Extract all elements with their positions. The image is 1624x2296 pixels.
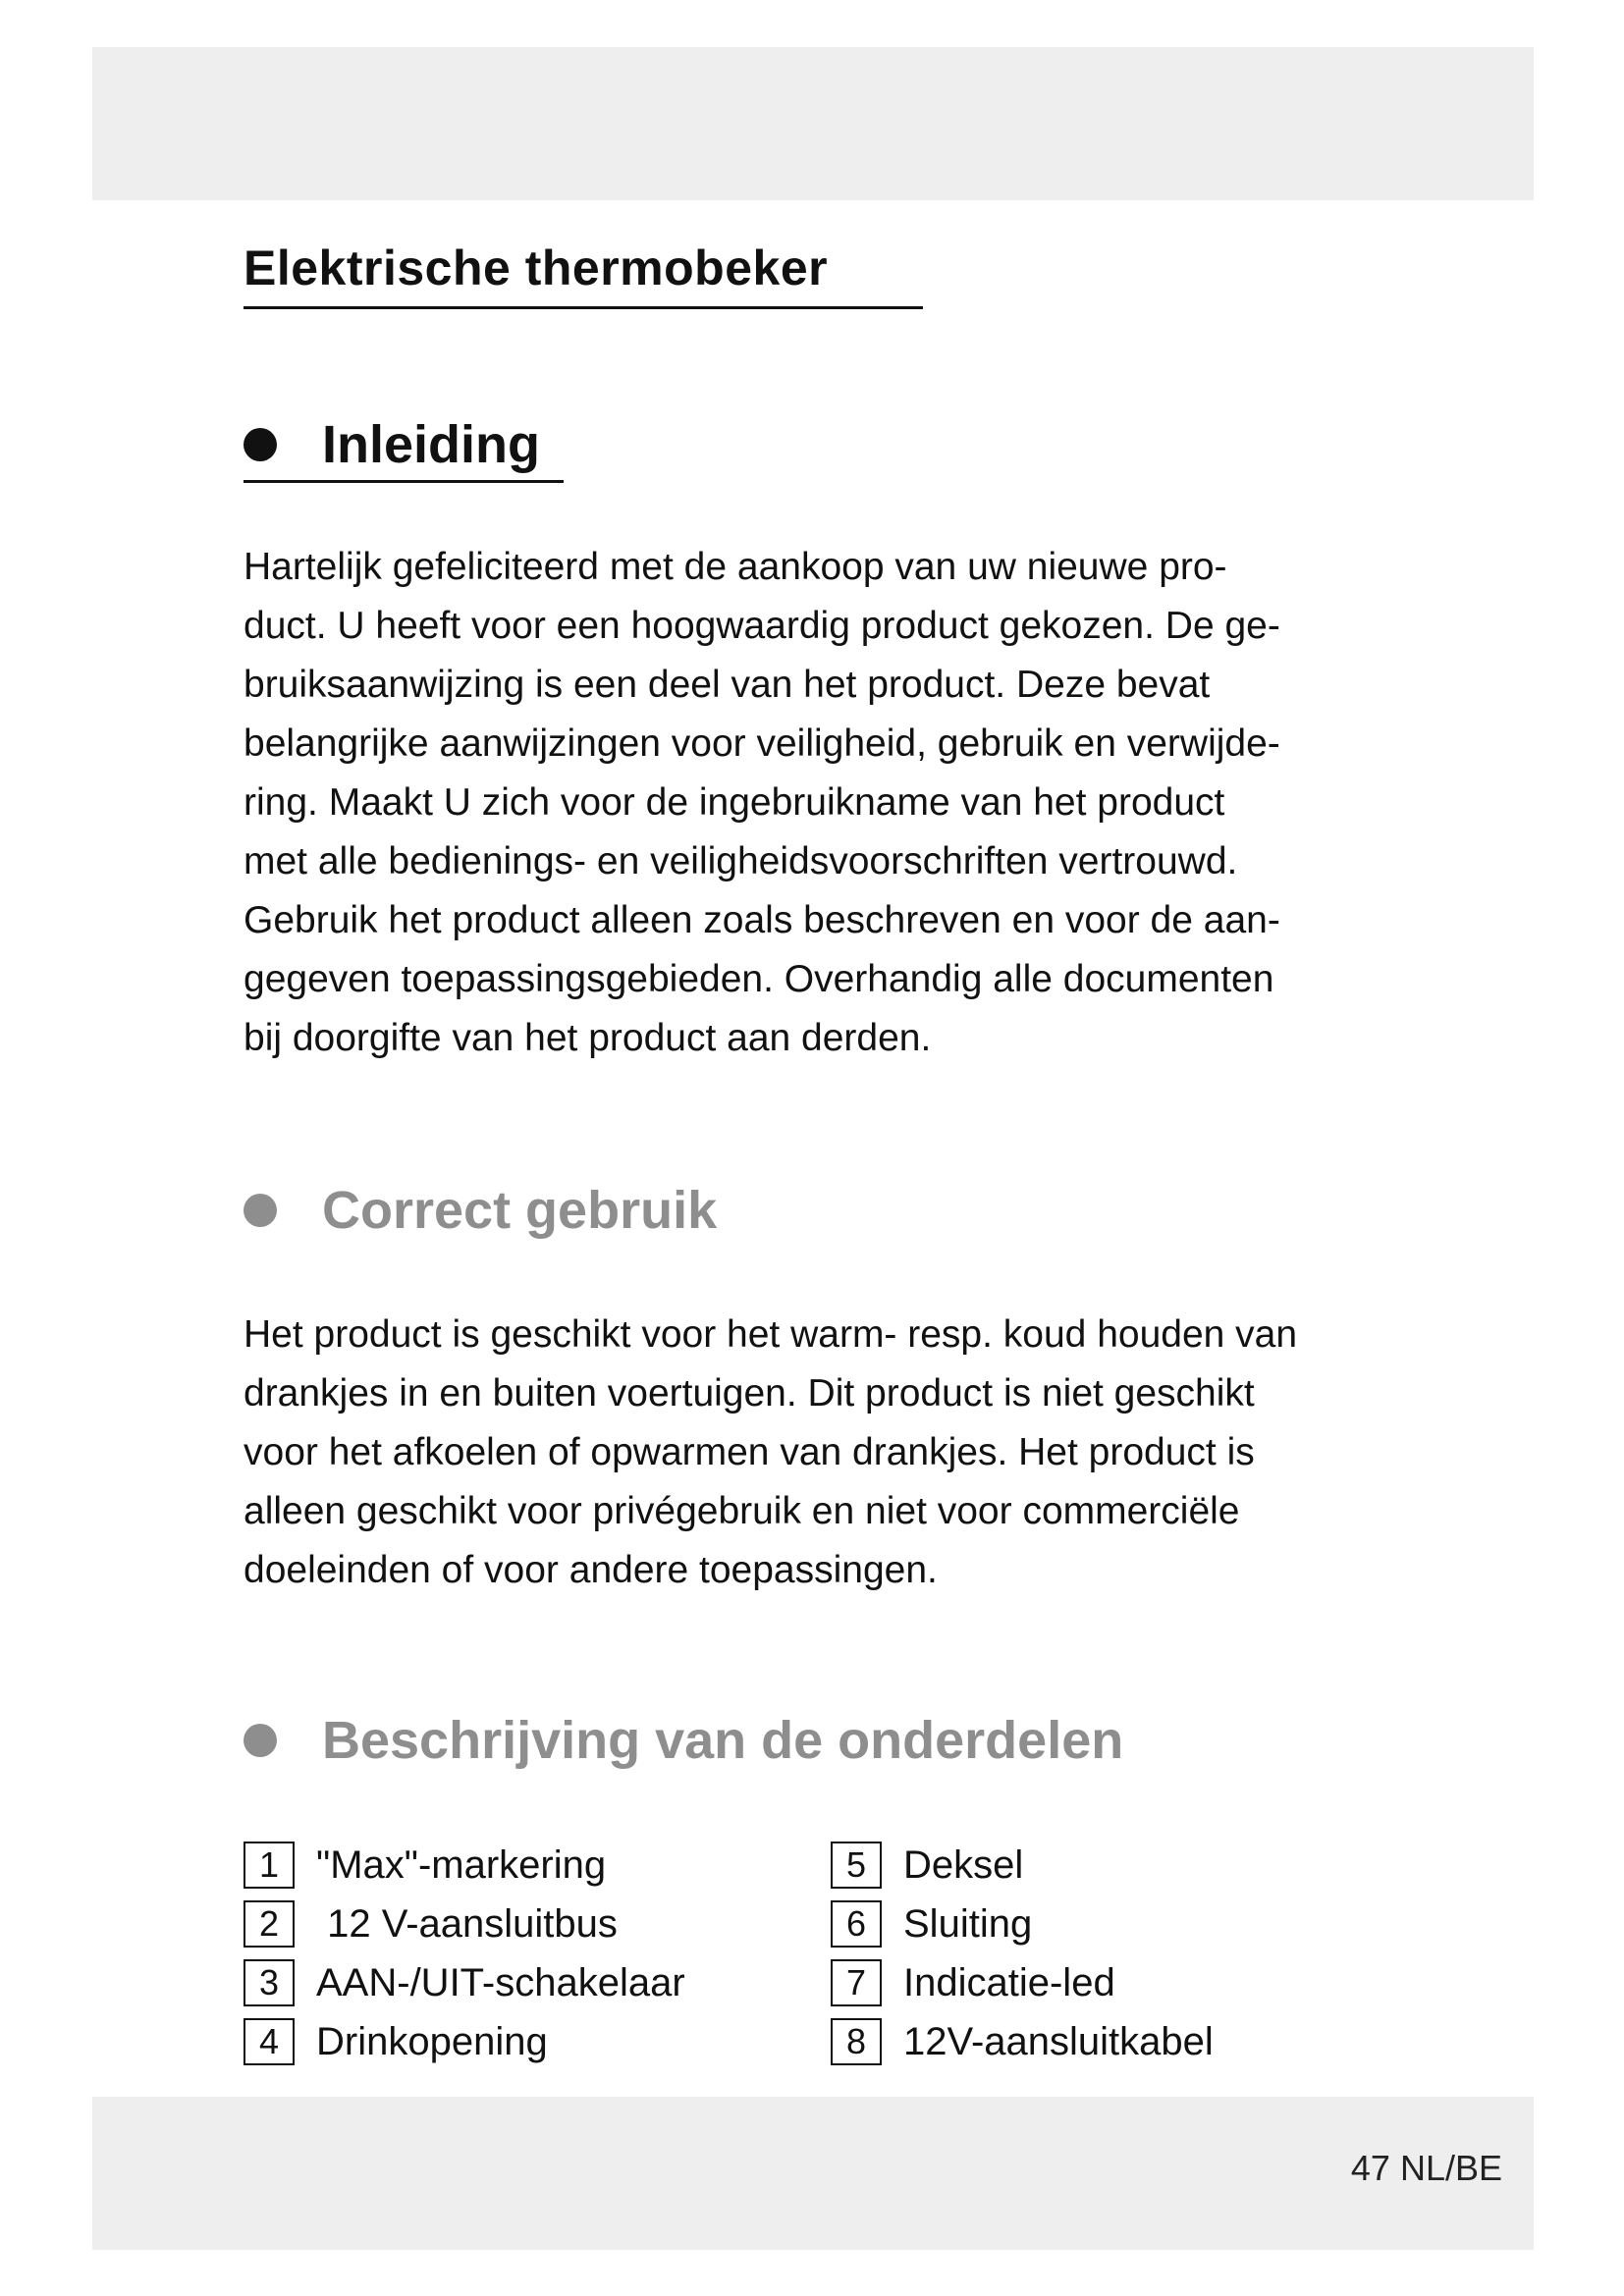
section-heading-text: Correct gebruik bbox=[322, 1181, 718, 1240]
part-number: 2 bbox=[244, 1900, 295, 1948]
footer-band bbox=[92, 2097, 1534, 2250]
part-item bbox=[244, 1953, 685, 2012]
part-number: 8 bbox=[831, 2018, 882, 2065]
use-paragraph bbox=[244, 1306, 1402, 1600]
bullet-icon bbox=[244, 1194, 277, 1227]
part-item bbox=[831, 1953, 1214, 2012]
part-label: AAN-/UIT-schakelaar bbox=[316, 1960, 685, 2004]
paragraph-line: voor het afkoelen of opwarmen van drankjes. Het product is bbox=[244, 1431, 1255, 1473]
section-heading-parts bbox=[244, 1710, 1123, 1771]
paragraph-line: Hartelijk gefeliciteerd met de aankoop van uw nieuwe pro- bbox=[244, 546, 1227, 588]
section-heading-use bbox=[244, 1180, 717, 1241]
parts-column-right bbox=[831, 1836, 1214, 2071]
section-heading-intro bbox=[244, 414, 540, 475]
section-heading-text: Inleiding bbox=[322, 415, 540, 474]
part-number: 6 bbox=[831, 1900, 882, 1948]
part-label: "Max"-markering bbox=[316, 1842, 607, 1887]
part-number: 7 bbox=[831, 1959, 882, 2006]
section-heading-text: Beschrijving van de onderdelen bbox=[322, 1711, 1124, 1770]
paragraph-line: bij doorgifte van het product aan derden. bbox=[244, 1017, 932, 1059]
page-number: 47 NL/BE bbox=[1350, 2148, 1502, 2188]
part-item bbox=[831, 2012, 1214, 2071]
paragraph-line: ring. Maakt U zich voor de ingebruikname van het product bbox=[244, 781, 1225, 824]
paragraph-line: belangrijke aanwijzingen voor veiligheid, gebruik en verwijde- bbox=[244, 722, 1280, 765]
paragraph-line: Gebruik het product alleen zoals beschreven en voor de aan- bbox=[244, 899, 1280, 941]
bullet-icon bbox=[244, 1724, 277, 1757]
paragraph-line: doeleinden of voor andere toepassingen. bbox=[244, 1549, 938, 1591]
paragraph-line: met alle bedienings- en veiligheidsvoorschriften vertrouwd. bbox=[244, 840, 1238, 882]
part-item bbox=[244, 1895, 685, 1953]
part-label: Sluiting bbox=[903, 1901, 1033, 1946]
part-number: 1 bbox=[244, 1842, 295, 1889]
part-label: Indicatie-led bbox=[903, 1960, 1115, 2004]
paragraph-line: alleen geschikt voor privégebruik en niet voor commerciële bbox=[244, 1490, 1240, 1532]
paragraph-line: drankjes in en buiten voertuigen. Dit product is niet geschikt bbox=[244, 1372, 1255, 1415]
part-item bbox=[244, 2012, 685, 2071]
paragraph-line: duct. U heeft voor een hoogwaardig product gekozen. De ge- bbox=[244, 605, 1280, 647]
parts-column-left bbox=[244, 1836, 685, 2071]
part-item bbox=[244, 1836, 685, 1895]
part-label: 12V-aansluitkabel bbox=[903, 2019, 1214, 2063]
part-label: Deksel bbox=[903, 1842, 1024, 1887]
document-title: Elektrische thermobeker bbox=[244, 240, 829, 295]
paragraph-line: bruiksaanwijzing is een deel van het product. Deze bevat bbox=[244, 664, 1211, 706]
part-item bbox=[831, 1895, 1214, 1953]
title-underline bbox=[244, 306, 923, 309]
bullet-icon bbox=[244, 428, 277, 461]
part-number: 4 bbox=[244, 2018, 295, 2065]
part-label: Drinkopening bbox=[316, 2019, 548, 2063]
intro-paragraph bbox=[244, 538, 1402, 1068]
part-item bbox=[831, 1836, 1214, 1895]
part-number: 3 bbox=[244, 1959, 295, 2006]
header-band bbox=[92, 47, 1534, 200]
paragraph-line: Het product is geschikt voor het warm- resp. koud houden van bbox=[244, 1313, 1298, 1356]
part-label: 12 V-aansluitbus bbox=[316, 1901, 618, 1946]
heading-underline bbox=[244, 480, 564, 483]
paragraph-line: gegeven toepassingsgebieden. Overhandig alle documenten bbox=[244, 958, 1274, 1000]
part-number: 5 bbox=[831, 1842, 882, 1889]
